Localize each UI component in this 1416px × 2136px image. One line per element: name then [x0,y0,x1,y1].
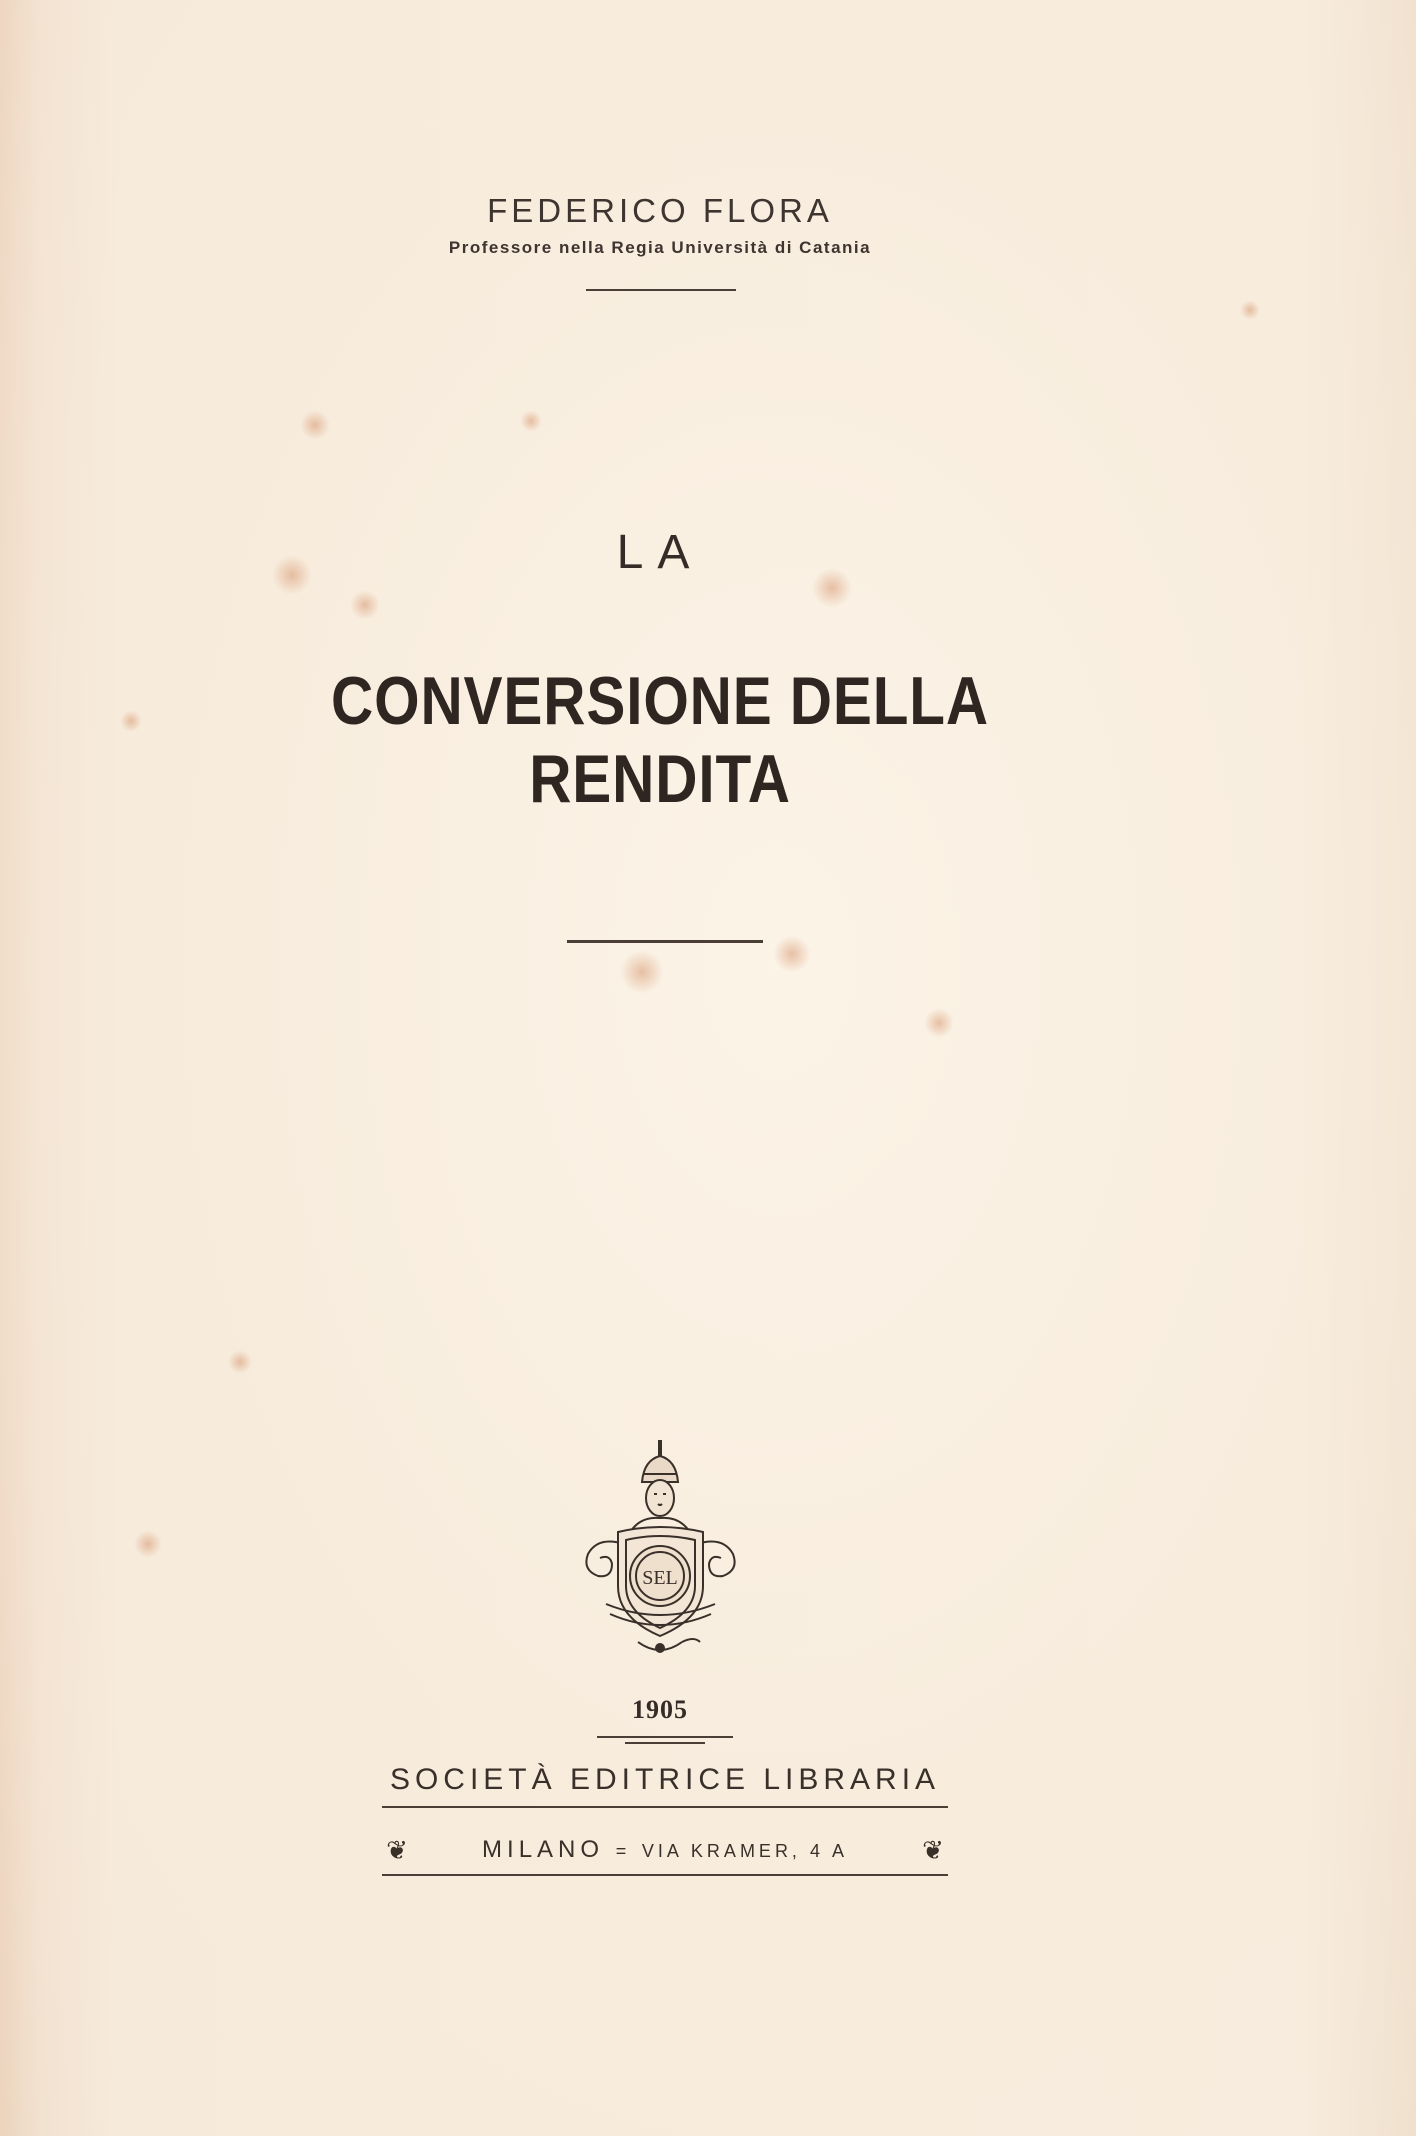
foxing-spot [120,710,142,732]
publication-year: 1905 [632,1695,688,1724]
svg-text:SEL: SEL [642,1567,678,1589]
fleuron-icon: ❦ [386,1834,408,1865]
address-city: MILANO [482,1836,605,1863]
foxing-spot [520,410,542,432]
publisher-address [382,1832,948,1868]
author-name: FEDERICO FLORA [487,192,833,229]
address-text [482,1836,848,1864]
fleuron-icon: ❦ [922,1834,944,1865]
foxing-spot [134,1530,162,1558]
foxing-spot [773,935,811,973]
publisher-rule-upper [382,1806,948,1808]
publisher-rule-lower [382,1874,948,1876]
publisher-emblem-icon [578,1436,743,1661]
year-rule-lower [625,1742,705,1744]
foxing-spot [620,950,664,994]
author-affiliation: Professore nella Regia Università di Catania [448,238,872,257]
address-street: VIA KRAMER, 4 A [641,1841,848,1861]
foxing-spot [350,590,380,620]
divider-rule-middle [567,940,763,943]
foxing-spot [300,410,330,440]
publisher-name: SOCIETÀ EDITRICE LIBRARIA [389,1763,941,1796]
foxing-spot [1240,300,1260,320]
foxing-spot [228,1350,252,1374]
year-rule-upper [597,1736,733,1738]
title-article: LA [616,526,704,579]
book-title: CONVERSIONE DELLA RENDITA [331,663,989,817]
foxing-spot [924,1008,954,1038]
address-separator: = [615,1841,631,1861]
divider-rule-top [586,289,736,291]
